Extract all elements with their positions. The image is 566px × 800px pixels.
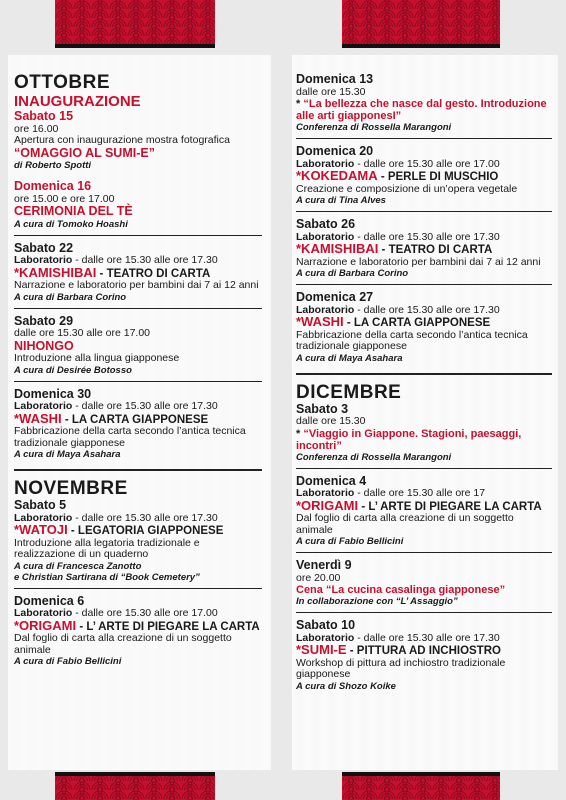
event-lab-label: Laboratorio [296, 157, 355, 170]
event-day: Sabato 5 [14, 498, 67, 512]
event-domenica-6 [14, 595, 262, 673]
event-time: dalle ore 15.30 alle ore 17.00 [14, 327, 151, 339]
event-time: - dalle ore 15.30 alle ore 17 [354, 487, 486, 499]
event-curator: In collaborazione con “L’ Assaggio” [296, 596, 458, 607]
event-day: Domenica 13 [296, 72, 374, 86]
event-sabato-5 [14, 499, 262, 588]
divider [14, 381, 262, 382]
divider [296, 211, 552, 212]
event-curator-secondary: e Christian Sartirana di “Book Cemetery” [14, 571, 200, 583]
month-heading-october: OTTOBRE [14, 72, 111, 93]
event-day: Venerdì 9 [296, 558, 352, 572]
event-description: Fabbricazione della carta secondo l’antica tecnica tradizionale giapponese [296, 328, 528, 352]
event-time: - dalle ore 15.30 alle ore 17.30 [72, 254, 218, 266]
event-time: - dalle ore 15.30 alle ore 17.00 [72, 607, 218, 619]
event-title-name: *WATOJI [14, 522, 68, 537]
event-lab-label: Laboratorio [14, 607, 73, 619]
event-title: “Viaggio in Giappone. Stagioni, paesaggi, incontri” [296, 427, 522, 452]
event-curator: A cura di Barbara Corino [296, 268, 409, 279]
divider [296, 284, 552, 285]
event-domenica-20 [296, 145, 552, 211]
event-description: Narrazione e laboratorio per bambini dai 7 ai 12 anni [296, 255, 541, 268]
event-description: Workshop di pittura ad inchiostro tradizionale giapponese [296, 656, 506, 680]
event-day: Sabato 26 [296, 217, 356, 231]
event-domenica-13 [296, 73, 552, 138]
event-title-name: *SUMI-E [296, 642, 347, 657]
event-time: - dalle ore 15.30 alle ore 17.30 [354, 631, 500, 644]
event-title: “La bellezza che nasce dal gesto. Introduzione alle arti giapponesI” [296, 98, 547, 122]
event-sabato-3 [296, 403, 552, 468]
event-curator: A cura di Shozo Koike [296, 680, 396, 692]
opening-heading: INAUGURAZIONE [14, 93, 141, 110]
event-title: CERIMONIA DEL TÈ [14, 204, 133, 218]
left-column [14, 73, 262, 672]
event-day: Domenica 20 [296, 144, 374, 158]
event-time: ore 15.00 e ore 17.00 [14, 192, 115, 205]
event-title-subtitle: - L’ ARTE DI PIEGARE LA CARTA [76, 620, 260, 633]
event-sabato-26 [296, 218, 552, 284]
event-day: Domenica 6 [14, 593, 85, 608]
divider [14, 235, 262, 236]
event-day: Sabato 15 [14, 109, 74, 123]
right-column [296, 73, 552, 697]
event-time: ore 20.00 [296, 571, 341, 584]
event-lab-label: Laboratorio [296, 631, 355, 644]
event-title: Cena “La cucina casalinga giapponese” [296, 584, 506, 596]
event-time: dalle ore 15.30 [296, 415, 366, 427]
divider [296, 612, 552, 613]
event-description: Fabbricazione della carta secondo l’antica tecnica tradizionale giapponese [14, 425, 246, 449]
month-heading-december: DICEMBRE [296, 381, 402, 403]
divider [296, 552, 552, 553]
event-title-name: *KAMISHIBAI [296, 241, 379, 256]
event-curator: A cura di Fabio Bellicini [14, 656, 122, 667]
event-title-name: *KAMISHIBAI [14, 264, 97, 280]
event-lab-label: Laboratorio [14, 511, 73, 524]
event-day: Sabato 3 [296, 401, 349, 416]
event-domenica-30 [14, 388, 262, 466]
month-heading-november: NOVEMBRE [14, 478, 128, 499]
event-day: Sabato 29 [14, 313, 74, 328]
section-divider [14, 469, 262, 471]
event-title-subtitle: - LEGATORIA GIAPPONESE [67, 525, 224, 537]
event-day: Domenica 4 [296, 473, 367, 488]
event-title-subtitle: - LA CARTA GIAPPONESE [61, 413, 209, 426]
event-title-subtitle: - PITTURA AD INCHIOSTRO [346, 645, 501, 657]
event-curator: A cura di Francesca Zanotto [14, 560, 142, 572]
event-title-subtitle: - TEATRO DI CARTA [378, 244, 493, 256]
divider [14, 588, 262, 589]
event-lab-label: Laboratorio [296, 303, 355, 316]
event-curator: Conferenza di Rossella Marangoni [296, 122, 452, 133]
event-time: dalle ore 15.30 [296, 85, 366, 98]
event-curator: A cura di Maya Asahara [296, 352, 403, 364]
event-title: “OMAGGIO AL SUMI-E” [14, 145, 155, 160]
event-title-subtitle: - L’ ARTE DI PIEGARE LA CARTA [358, 500, 542, 513]
event-lab-label: Laboratorio [296, 230, 355, 243]
event-description: Dal foglio di carta alla creazione di un soggetto animale [296, 512, 514, 536]
event-sabato-15 [14, 110, 262, 176]
event-time: - dalle ore 15.30 alle ore 17.30 [354, 303, 500, 316]
event-sabato-10 [296, 619, 552, 697]
event-curator: A cura di Fabio Bellicini [296, 536, 404, 547]
bottom-left-wave-banner [55, 772, 215, 800]
event-description: Dal foglio di carta alla creazione di un soggetto animale [14, 632, 232, 656]
divider [14, 308, 262, 309]
event-time: - dalle ore 15.30 alle ore 17.30 [72, 511, 218, 524]
event-day: Sabato 10 [296, 618, 356, 632]
event-time: - dalle ore 15.30 alle ore 17.30 [354, 230, 500, 243]
event-lab-label: Laboratorio [14, 400, 73, 412]
event-title-subtitle: - TEATRO DI CARTA [96, 267, 211, 280]
event-title-name: *ORIGAMI [14, 617, 77, 633]
event-domenica-4 [296, 475, 552, 553]
event-curator: A cura di Tina Alves [296, 195, 386, 206]
event-time: - dalle ore 15.30 alle ore 17.00 [354, 157, 500, 170]
event-day: Domenica 16 [14, 179, 92, 193]
event-title-name: *WASHI [296, 314, 344, 329]
event-description: Creazione e composizione di un’opera vegetale [296, 182, 518, 195]
event-lab-label: Laboratorio [14, 254, 73, 266]
event-curator: A cura di Barbara Corino [14, 291, 127, 303]
event-curator: A cura di Desirée Botosso [14, 364, 132, 376]
event-description: Introduzione alla legatoria tradizionale e realizzazione di un quaderno [14, 536, 200, 560]
event-day: Domenica 30 [14, 386, 92, 401]
event-title: NIHONGO [14, 338, 74, 353]
event-title-subtitle: - PERLE DI MUSCHIO [377, 171, 499, 183]
event-time: ore 16.00 [14, 122, 59, 135]
event-curator: di Roberto Spotti [14, 160, 92, 171]
event-star: * [296, 427, 304, 440]
event-description: Narrazione e laboratorio per bambini dai 7 ai 12 anni [14, 279, 259, 291]
event-domenica-27 [296, 291, 552, 369]
event-curator: A cura di Maya Asahara [14, 449, 121, 460]
event-day: Domenica 27 [296, 290, 374, 304]
event-lab-label: Laboratorio [296, 487, 355, 499]
event-domenica-16 [14, 176, 262, 235]
event-title-name: *ORIGAMI [296, 497, 359, 513]
event-curator: A cura di Tomoko Hoashi [14, 218, 128, 230]
top-right-wave-banner [342, 0, 500, 48]
event-title-name: *WASHI [14, 410, 62, 426]
event-venerdi-9 [296, 559, 552, 612]
event-description: Introduzione alla lingua giapponese [14, 352, 180, 364]
event-title-subtitle: - LA CARTA GIAPPONESE [343, 317, 491, 329]
event-title-name: *KOKEDAMA [296, 168, 378, 183]
top-left-wave-banner [55, 0, 215, 48]
event-sabato-29 [14, 315, 262, 381]
divider [296, 468, 552, 469]
divider [296, 138, 552, 139]
event-day: Sabato 22 [14, 240, 74, 255]
event-description: Apertura con inaugurazione mostra fotografica [14, 134, 230, 146]
event-sabato-22 [14, 242, 262, 308]
bottom-right-wave-banner [342, 772, 500, 800]
section-divider [296, 373, 552, 375]
event-time: - dalle ore 15.30 alle ore 17.30 [72, 400, 218, 412]
event-star: * [296, 98, 304, 110]
event-curator: Conferenza di Rossella Marangoni [296, 451, 452, 463]
